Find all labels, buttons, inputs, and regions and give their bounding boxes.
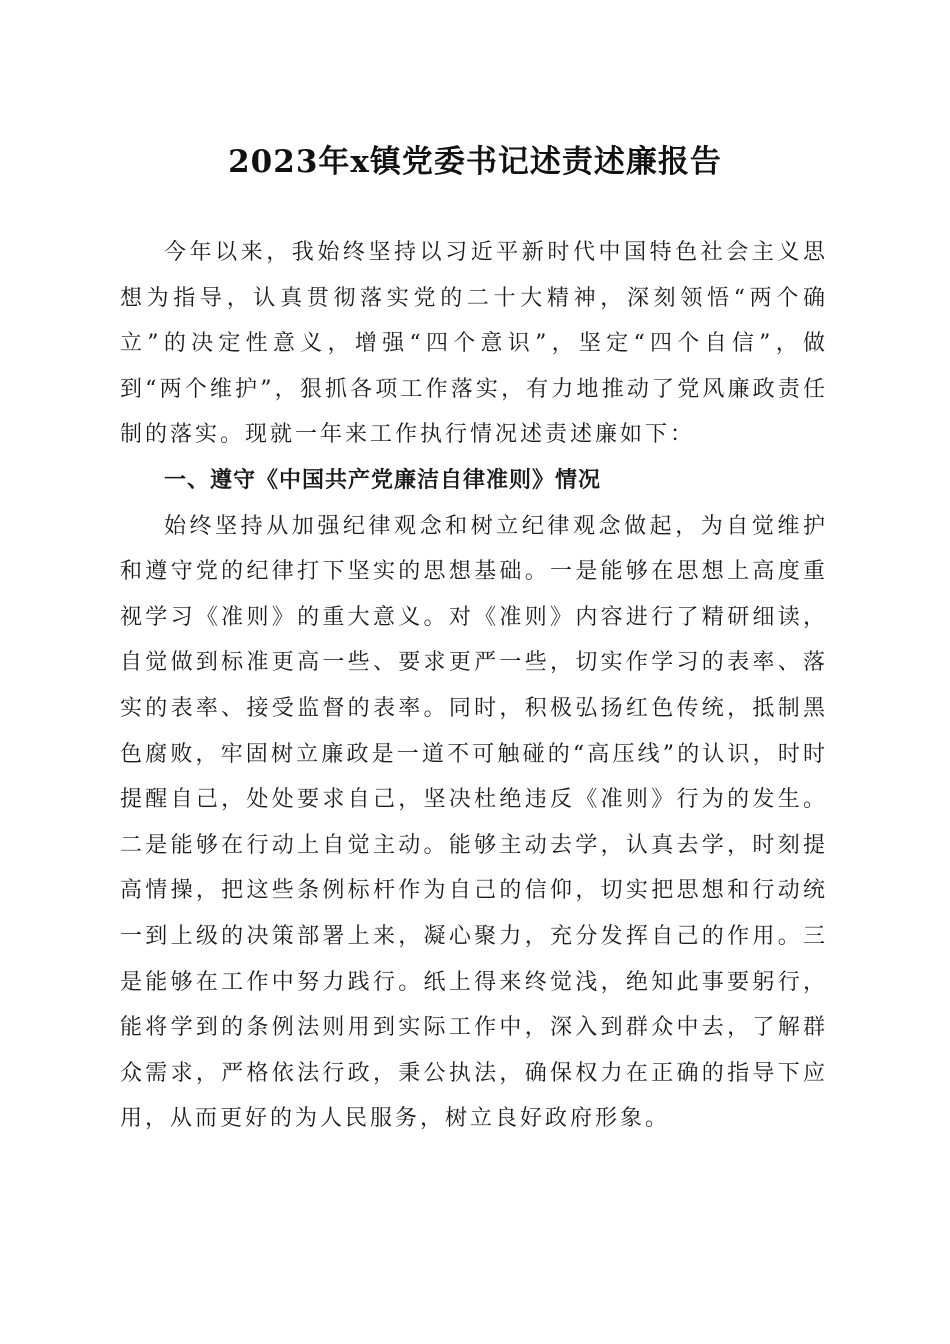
- section-paragraph: 始终坚持从加强纪律观念和树立纪律观念做起，为自觉维护和遵守党的纪律打下坚实的思想基础。一是能够在思想上高度重视学习《准则》的重大意义。对《准则》内容进行了精研细读，自觉做到标准更高一些、要求更严一些，切实作学习的表率、落实的表率、接受监督的表率。同时，积极弘扬红色传统，抵制黑色腐败，牢固树立廉政是一道不可触碰的“高压线”的认识，时时提醒自己，处处要求自己，坚决杜绝违反《准则》行为的发生。二是能够在行动上自觉主动。能够主动去学，认真去学，时刻提高情操，把这些条例标杆作为自己的信仰，切实把思想和行动统一到上级的决策部署上来，凝心聚力，充分发挥自己的作用。三是能够在工作中努力践行。纸上得来终觉浅，绝知此事要躬行，能将学到的条例法则用到实际工作中，深入到群众中去，了解群众需求，严格依法行政，秉公执法，确保权力在正确的指导下应用，从而更好的为人民服务，树立良好政府形象。: [120, 513, 828, 1132]
- intro-paragraph: 今年以来，我始终坚持以习近平新时代中国特色社会主义思想为指导，认真贯彻落实党的二十大精神，深刻领悟“两个确立”的决定性意义，增强“四个意识”，坚定“四个自信”，做到“两个维护”，狠抓各项工作落实，有力地推动了党风廉政责任制的落实。现就一年来工作执行情况述责述廉如下：: [120, 240, 828, 448]
- section-heading: 一、遵守《中国共产党廉洁自律准则》情况: [164, 467, 602, 493]
- document-body: [120, 230, 828, 1142]
- document-title: 2023年x镇党委书记述责述廉报告: [228, 144, 722, 180]
